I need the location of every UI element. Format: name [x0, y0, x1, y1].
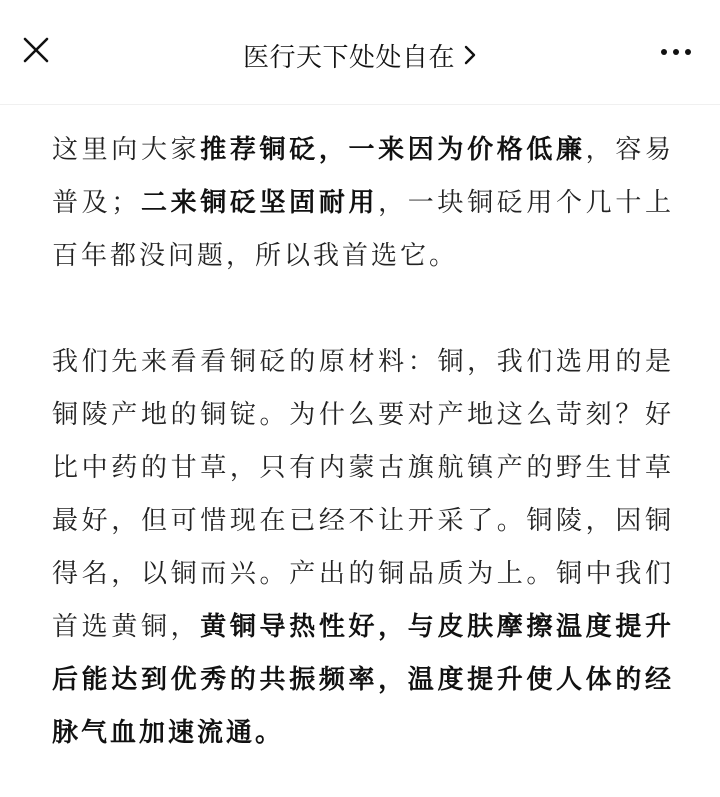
more-horizontal-icon	[661, 49, 667, 55]
text-segment: ，一块铜砭用个几十上百年都没问题，所以我首选它。	[52, 188, 674, 271]
more-horizontal-icon-dot	[673, 49, 679, 55]
bold-text-segment: 黄铜导热性好，与皮肤摩擦温度提升后能达到优秀的共振频率，温度提升使人体的经脉气血加速流通。	[52, 612, 674, 748]
more-horizontal-icon-dot	[685, 49, 691, 55]
chevron-right-icon	[463, 43, 477, 67]
text-segment: 我们先来看看铜砭的原材料：铜，我们选用的是铜陵产地的铜锭。为什么要对产地这么苛刻？好比中药的甘草，只有内蒙古旗航镇产的野生甘草最好，但可惜现在已经不让开采了。铜陵，因铜得名，以铜而兴。产出的铜品质为上。铜中我们首选黄铜，	[52, 347, 674, 642]
close-icon	[22, 36, 50, 68]
text-segment: ，容易普及；	[52, 135, 674, 218]
bold-text-segment: 二来铜砭坚固耐用	[140, 188, 379, 218]
article-paragraph	[52, 336, 674, 760]
top-bar	[0, 0, 720, 105]
article-paragraph	[52, 124, 674, 283]
page-title: 医行天下处处自在	[242, 42, 455, 73]
more-options-button[interactable]	[646, 30, 706, 74]
text-segment: 这里向大家	[52, 135, 201, 165]
article-body	[52, 124, 674, 760]
account-title-link[interactable]	[120, 30, 600, 80]
bold-text-segment: 推荐铜砭，一来因为价格低廉	[200, 135, 586, 165]
close-button[interactable]	[14, 30, 58, 74]
